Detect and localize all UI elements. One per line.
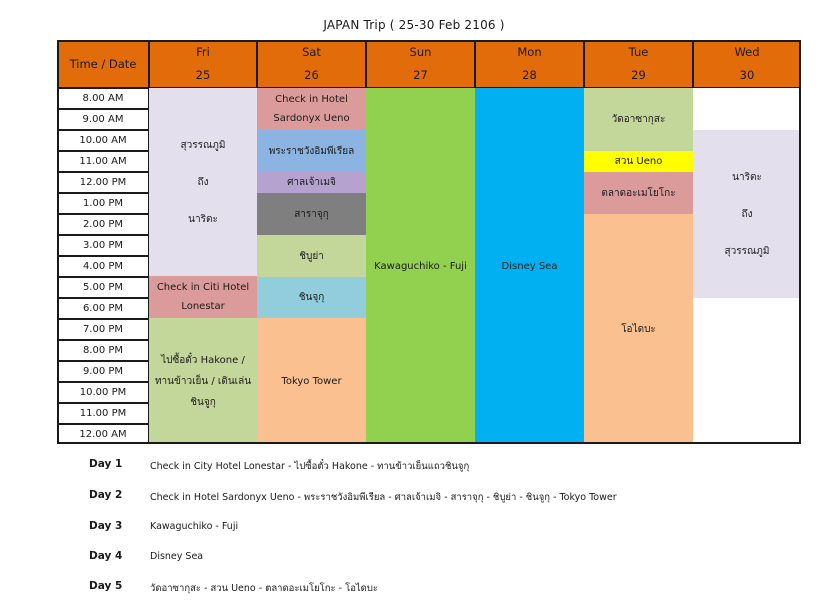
time-slot: 5.00 PM (57, 277, 149, 298)
event-sat-palace: พระราชวังอิมพีเรียล (257, 130, 366, 172)
event-tue-market: ตลาดอะเมโยโกะ (584, 172, 693, 214)
header-day-sun: Sun 27 (366, 40, 475, 88)
time-slot: 3.00 PM (57, 235, 149, 256)
schedule-table (57, 40, 801, 444)
header-day-fri: Fri 25 (149, 40, 257, 88)
event-sat-tokyo-tower: Tokyo Tower (257, 318, 366, 444)
time-slot: 12.00 PM (57, 172, 149, 193)
event-tue-odaiba: โอไดบะ (584, 214, 693, 444)
event-sat-shibuya: ชิบูย่า (257, 235, 366, 277)
header-day-mon: Mon 28 (475, 40, 584, 88)
event-sat-checkin: Check in Hotel Sardonyx Ueno (257, 88, 366, 130)
event-sat-shrine: ศาลเจ้าเมจิ (257, 172, 366, 193)
header-day-tue: Tue 29 (584, 40, 693, 88)
event-sat-asakusa: สาราจุกุ (257, 193, 366, 235)
summary-day1-label: Day 1 (89, 458, 123, 470)
event-tue-ueno: สวน Ueno (584, 151, 693, 172)
event-sun-kawaguchiko: Kawaguchiko - Fuji (366, 88, 475, 444)
time-slot: 1.00 PM (57, 193, 149, 214)
time-slot: 2.00 PM (57, 214, 149, 235)
time-slot: 8.00 PM (57, 340, 149, 361)
page-title: JAPAN Trip ( 25-30 Feb 2106 ) (323, 18, 505, 32)
time-slot: 12.00 AM (57, 424, 149, 444)
summary-day3-label: Day 3 (89, 520, 123, 532)
summary-day4-text: Disney Sea (150, 551, 204, 562)
summary-day5-text: วัดอาซากุสะ - สวน Ueno - ตลาดอะเมโยโกะ - โอไดบะ (150, 583, 378, 594)
time-slot: 6.00 PM (57, 298, 149, 319)
time-slot: 4.00 PM (57, 256, 149, 277)
time-slot: 8.00 AM (57, 88, 149, 109)
event-wed-airport: นาริตะ ถึง สุวรรณภูมิ (693, 130, 801, 298)
summary-day2-text: Check in Hotel Sardonyx Ueno - พระราชวังอิมพีเรียล - ศาลเจ้าเมจิ - สาราจุกุ - ชิบูย่า - ชินจูกุ - Tokyo Tower (150, 492, 617, 503)
time-slot: 9.00 PM (57, 361, 149, 382)
time-slot: 10.00 PM (57, 382, 149, 403)
time-slot: 11.00 PM (57, 403, 149, 424)
summary-day5-label: Day 5 (89, 580, 123, 592)
event-fri-checkin: Check in Citi Hotel Lonestar (149, 276, 257, 318)
event-fri-airport: สุวรรณภูมิ ถึง นาริตะ (149, 88, 257, 276)
summary-day4-label: Day 4 (89, 550, 123, 562)
event-fri-hakone: ไปซื้อตั๋ว Hakone / ทานข้าวเย็น / เดินเล่น ชินจูกุ (149, 318, 257, 444)
summary-day2-label: Day 2 (89, 489, 123, 501)
header-time-date: Time / Date (57, 40, 149, 88)
event-mon-disney-sea: Disney Sea (475, 88, 584, 444)
summary-day1-text: Check in City Hotel Lonestar - ไปซื้อตั๋ว Hakone - ทานข้าวเย็นแถวชินจูกุ (150, 461, 470, 472)
time-slot: 7.00 PM (57, 319, 149, 340)
time-slot: 10.00 AM (57, 130, 149, 151)
header-day-wed: Wed 30 (693, 40, 801, 88)
summary-day3-text: Kawaguchiko - Fuji (150, 521, 239, 532)
event-sat-shinjuku: ชินจุกุ (257, 277, 366, 318)
time-slot: 11.00 AM (57, 151, 149, 172)
header-day-sat: Sat 26 (257, 40, 366, 88)
event-tue-temple: วัดอาซากุสะ (584, 88, 693, 151)
time-slot: 9.00 AM (57, 109, 149, 130)
